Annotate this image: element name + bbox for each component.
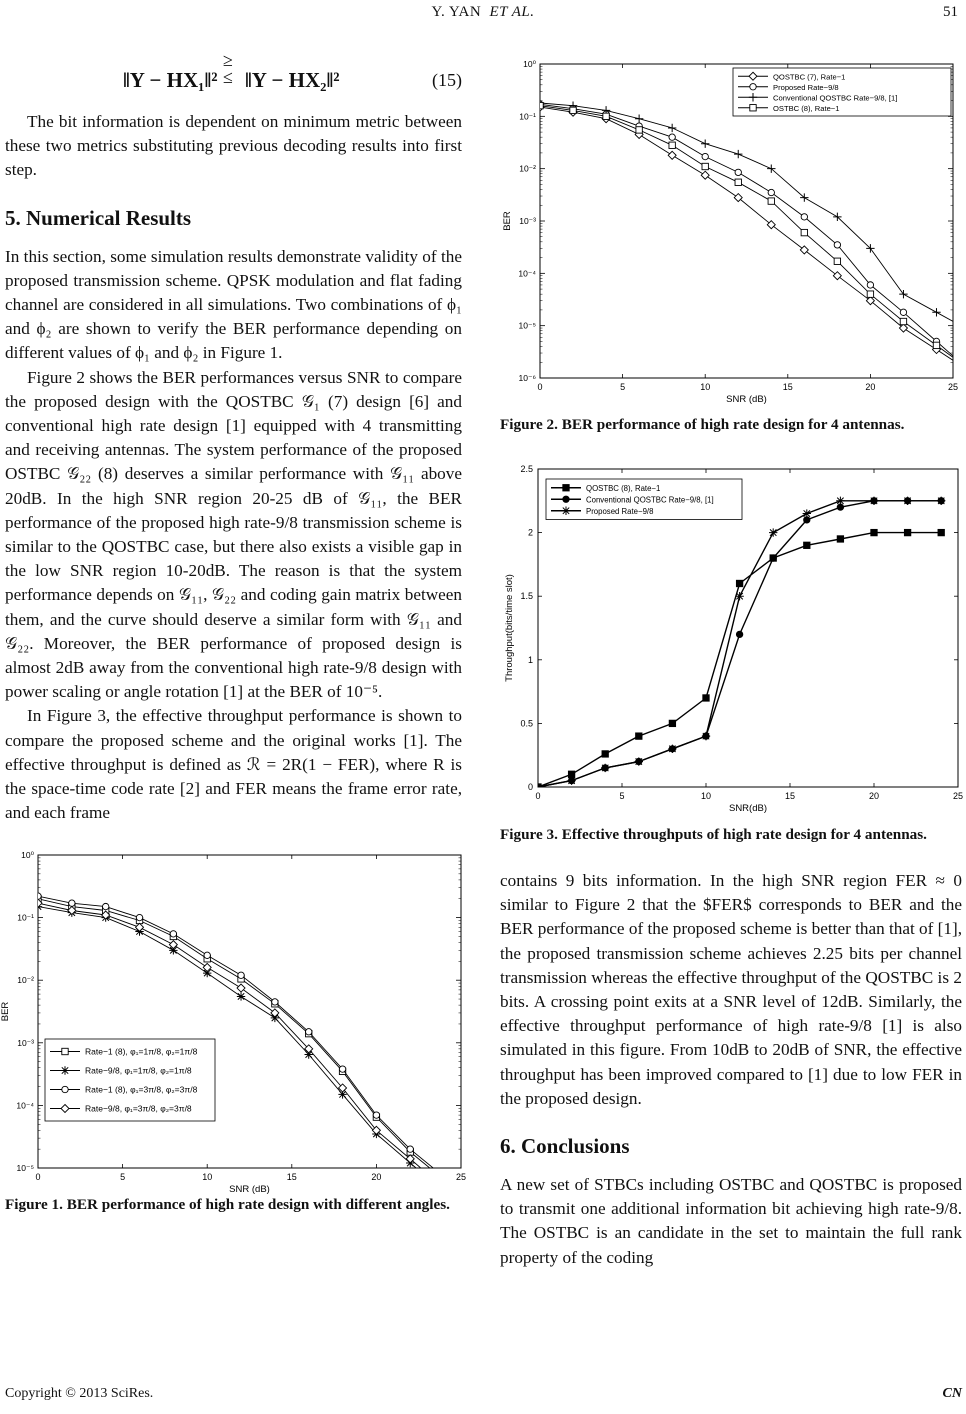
legend-marker: [62, 1087, 68, 1093]
data-point: [736, 631, 742, 637]
data-point: [702, 732, 710, 740]
legend-label: Rate−9/8, φ₁=3π/8, φ₂=3π/8: [85, 1103, 192, 1114]
data-point: [238, 973, 244, 979]
equation-relation: [223, 52, 233, 86]
legend-label: Rate−1 (8), φ₁=1π/8, φ₂=1π/8: [85, 1046, 198, 1057]
data-point: [636, 127, 642, 133]
x-tick-label: 10: [700, 382, 711, 392]
y-tick-label: 10⁻³: [519, 216, 536, 226]
data-point: [900, 318, 906, 324]
x-tick-label: 25: [455, 1172, 467, 1183]
figure-1-chart: [0, 849, 467, 1196]
data-point: [834, 242, 840, 248]
data-point: [769, 528, 777, 536]
legend-label: Proposed Rate−9/8: [586, 506, 654, 516]
running-author: Y. YAN: [431, 4, 482, 20]
data-point: [441, 1174, 447, 1180]
y-axis-label: Throughput(bits/time slot): [504, 574, 515, 682]
y-tick-label: 0.5: [520, 718, 533, 729]
data-point: [768, 189, 774, 195]
data-point: [373, 1112, 379, 1118]
x-tick-label: 25: [947, 382, 959, 392]
data-point: [204, 953, 210, 959]
page-number: 51: [943, 4, 958, 20]
x-tick-label: 5: [619, 791, 625, 801]
y-tick-label: 2.5: [520, 464, 533, 474]
data-point: [669, 142, 675, 148]
data-point: [702, 163, 708, 169]
data-point: [601, 764, 609, 772]
legend: [546, 479, 742, 520]
data-point: [603, 113, 609, 119]
y-tick-label: 10⁰: [523, 59, 536, 69]
data-point: [801, 214, 807, 220]
y-tick-label: 10⁻²: [519, 163, 536, 174]
data-point: [170, 931, 176, 937]
data-point: [440, 1184, 448, 1192]
figure-2: [500, 50, 962, 405]
legend-label: Rate−1 (8), φ₁=3π/8, φ₂=3π/8: [85, 1084, 198, 1095]
data-point: [407, 1146, 413, 1152]
relation-leq: ≤: [223, 67, 233, 87]
data-point: [867, 282, 873, 288]
data-point: [602, 751, 608, 757]
data-point: [136, 915, 142, 921]
data-point: [937, 497, 945, 505]
data-point: [668, 745, 676, 753]
data-point: [237, 993, 245, 1001]
equation-rhs: ‖Y − HX₂‖²: [245, 68, 340, 92]
data-point: [900, 309, 906, 315]
data-point: [938, 529, 944, 535]
legend-label: Rate−9/8, φ₁=1π/8, φ₂=1π/8: [85, 1065, 192, 1076]
legend-label: Conventional QOSTBC Rate−9/8, [1]: [586, 495, 714, 505]
legend: [45, 1039, 215, 1121]
data-point: [735, 169, 741, 175]
figure-1: [0, 849, 467, 1196]
data-point: [836, 497, 844, 505]
data-point: [537, 102, 543, 108]
figure-1-caption: Figure 1. BER performance of high rate design with different angles.: [5, 1196, 450, 1214]
y-tick-label: 0: [527, 782, 533, 792]
y-tick-label: 10⁻⁴: [16, 1100, 34, 1111]
paragraph-decoding: The bit information is dependent on minimum metric between these two metrics substituting previous decoding results into first step.: [5, 112, 462, 180]
y-tick-label: 10⁻⁴: [518, 268, 536, 279]
data-point: [636, 733, 642, 739]
x-tick-label: 0: [35, 1172, 41, 1183]
y-tick-label: 10⁻⁵: [16, 1163, 34, 1174]
data-point: [871, 529, 877, 535]
x-tick-label: 0: [535, 791, 541, 801]
data-point: [870, 497, 878, 505]
x-tick-label: 20: [865, 382, 876, 392]
running-title: [0, 4, 966, 21]
data-point: [534, 783, 542, 791]
data-point: [69, 900, 75, 906]
legend-label: QOSTBC (7), Rate−1: [773, 72, 846, 82]
data-point: [669, 720, 675, 726]
data-point: [933, 342, 939, 348]
figure-3-caption: Figure 3. Effective throughputs of high rate design for 4 antennas.: [500, 826, 927, 843]
data-point: [635, 757, 643, 765]
journal-abbrev: CN: [942, 1386, 962, 1401]
legend-marker: [62, 1049, 68, 1055]
figure-3-chart: [500, 461, 964, 814]
left-column: [0, 50, 467, 1215]
relation-geq: ≥: [223, 50, 233, 70]
paragraph-figure2-discussion: Figure 2 shows the BER performances versus SNR to compare the proposed design with the QOSTBC 𝒢₁ (7) design [6] and conventional high rate design [1] equipped with 4 transmitting and receiving antennas. The system performance of the proposed OSTBC 𝒢₂₂ (8) deserves a similar performance with 𝒢₁₁ above 20dB. In the high SNR region 20-25 dB of 𝒢₁₁, the BER performance of the proposed high rate-9/8 transmission scheme is similar to the QOSTBC case, but there also exists a visible gap in the low SNR region 10-20dB. The reason is that the system performance depends on 𝒢₁₁, 𝒢₂₂ and coding gain matrix between them, and the curve should deserve a similar form with 𝒢₁₁ and 𝒢₂₂. Moreover, the BER performance of proposed design is almost 2dB away from the conventional high rate-9/8 design with power scaling or angle rotation [1] at the BER of 10⁻⁵.: [5, 367, 462, 702]
y-axis-label: BER: [0, 1002, 11, 1022]
data-point: [702, 153, 708, 159]
data-point: [703, 695, 709, 701]
x-axis-label: SNR (dB): [726, 394, 767, 405]
data-point: [339, 1066, 345, 1072]
data-point: [867, 291, 873, 297]
y-tick-label: 10⁻²: [17, 975, 34, 986]
page-footer: [5, 1386, 962, 1402]
y-tick-label: 10⁰: [21, 850, 34, 861]
x-tick-label: 15: [286, 1172, 297, 1183]
data-point: [306, 1029, 312, 1035]
data-point: [736, 580, 742, 586]
data-point: [669, 134, 675, 140]
paragraph-simulation-intro: In this section, some simulation results demonstrate validity of the proposed transmission scheme. QPSK modulation and flat fading channel are considered in all simulations. Two combinations of ϕ₁ and ϕ₂ are shown to verify the BER performance depending on different values of ϕ₁ and ϕ₂ in Figure 1.: [5, 246, 462, 363]
section-title-conclusions: 6. Conclusions: [500, 1134, 630, 1159]
figure-3: [500, 461, 964, 814]
data-point: [801, 229, 807, 235]
y-tick-label: 10⁻¹: [519, 111, 536, 122]
paragraph-figure3-discussion: In Figure 3, the effective throughput performance is shown to compare the proposed scheme and the original works [1]. The effective throughput is defined as ℛ = 2R(1 − FER), where R is the space-time code rate [2] and FER means the frame error rate, and each frame: [5, 706, 462, 823]
x-tick-label: 25: [952, 791, 964, 801]
data-point: [804, 542, 810, 548]
x-tick-label: 15: [784, 791, 796, 801]
legend-marker: [750, 84, 756, 90]
legend-marker: [61, 1067, 69, 1075]
legend-label: OSTBC (8), Rate−1: [773, 103, 840, 113]
data-point: [102, 904, 108, 910]
data-point: [834, 258, 840, 264]
copyright-notice: Copyright © 2013 SciRes.: [5, 1386, 154, 1401]
legend-marker: [562, 507, 570, 515]
paragraph-conclusions: A new set of STBCs including OSTBC and QOSTBC is proposed to transmit one additional information bit achieving high rate-9/8. The OSTBC is an candidate in the set to maintain the full rank property of the coding: [500, 1175, 962, 1267]
data-point: [904, 529, 910, 535]
x-tick-label: 5: [120, 1172, 126, 1183]
x-tick-label: 10: [700, 791, 712, 801]
legend-label: QOSTBC (8), Rate−1: [586, 483, 661, 493]
figure-2-chart: [500, 50, 962, 405]
data-point: [567, 776, 575, 784]
y-tick-label: 2: [527, 527, 533, 538]
data-point: [768, 198, 774, 204]
x-tick-label: 20: [371, 1172, 382, 1183]
legend-label: Proposed Rate−9/8: [773, 82, 839, 92]
equation-number: (15): [432, 70, 462, 90]
x-axis-label: SNR (dB): [229, 1184, 270, 1196]
y-tick-label: 10⁻¹: [17, 913, 34, 924]
data-point: [35, 893, 41, 899]
equation-15: [5, 50, 462, 110]
legend: [733, 68, 951, 116]
y-tick-label: 10⁻⁵: [518, 320, 536, 331]
x-tick-label: 15: [782, 382, 793, 392]
equation-lhs: ‖Y − HX₁‖²: [123, 68, 218, 92]
x-tick-label: 5: [620, 382, 626, 392]
section-title-numerical-results: 5. Numerical Results: [5, 205, 192, 230]
data-point: [837, 536, 843, 542]
data-point: [803, 509, 811, 517]
data-point: [770, 555, 776, 561]
paragraph-throughput-discussion: contains 9 bits information. In the high SNR region FER ≈ 0 similar to Figure 2 that the $FER$ corresponds to BER and the BER performance of the proposed scheme is better than that of [1], the proposed transmission scheme achieves 2.25 bits per channel transmission whereas the effective throughput of the QOSTBC is 2 bits. A crossing point exits at a SNR level of 12dB. Similarly, the effective throughput performance of high rate-9/8 [1] is also simulated in this figure. From 10dB to 20dB of SNR, the effective throughput has been improved compared to [1] due to low FER in the proposed design.: [500, 871, 962, 1108]
legend-marker: [563, 496, 569, 502]
legend-marker: [563, 485, 569, 491]
y-tick-label: 1.5: [520, 591, 533, 602]
y-axis-label: BER: [502, 211, 513, 231]
right-column: [500, 50, 962, 1270]
y-tick-label: 10⁻³: [17, 1038, 34, 1049]
data-point: [570, 107, 576, 113]
x-axis-label: SNR(dB): [728, 803, 768, 814]
running-header: [0, 4, 966, 28]
y-tick-label: 10⁻⁶: [518, 373, 536, 383]
y-tick-label: 1: [527, 654, 533, 665]
data-point: [441, 1177, 447, 1183]
x-tick-label: 10: [202, 1172, 213, 1183]
x-tick-label: 0: [537, 382, 543, 392]
figure-2-caption: Figure 2. BER performance of high rate design for 4 antennas.: [500, 416, 905, 433]
x-tick-label: 20: [868, 791, 880, 801]
data-point: [735, 592, 743, 600]
data-point: [903, 497, 911, 505]
legend-marker: [750, 105, 756, 111]
legend-label: Conventional QOSTBC Rate−9/8, [1]: [773, 93, 898, 103]
running-etal: ET AL.: [489, 4, 535, 20]
data-point: [735, 179, 741, 185]
data-point: [272, 999, 278, 1005]
